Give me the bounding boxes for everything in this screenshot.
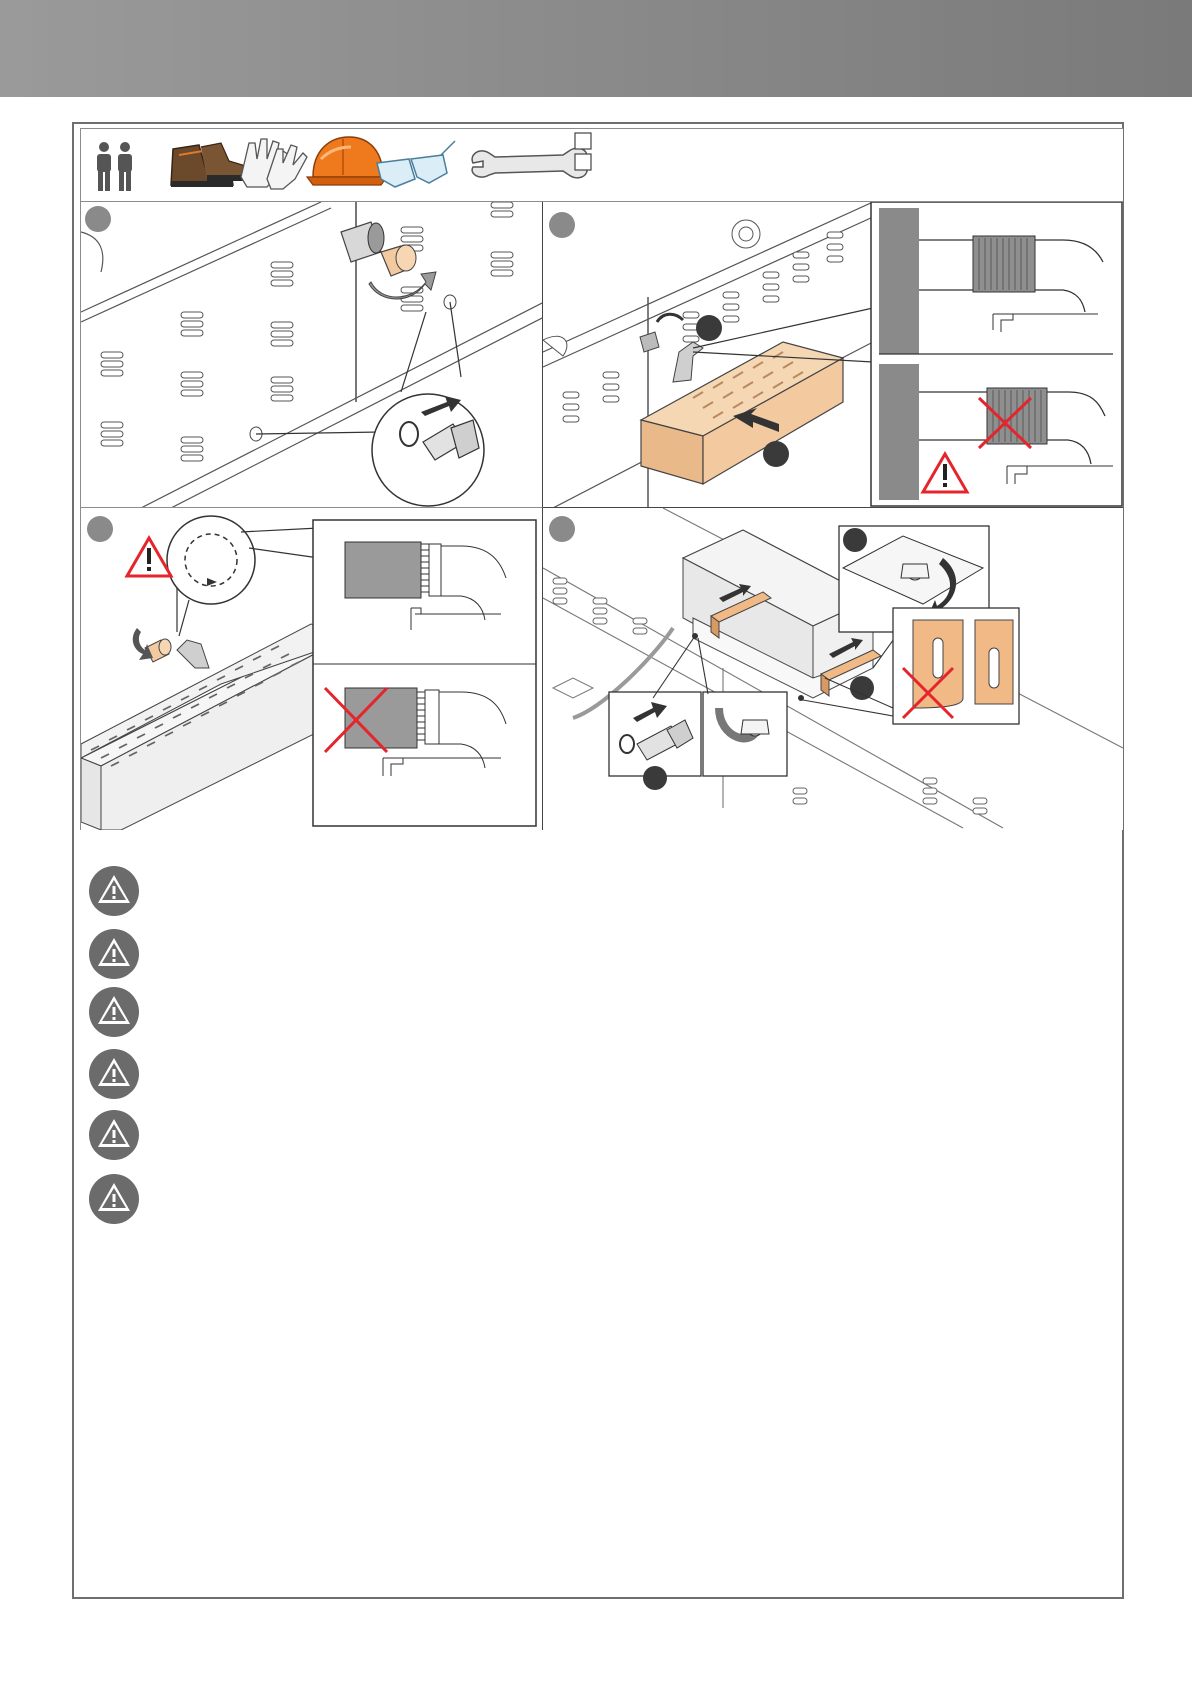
step-number-badge-3 <box>87 516 113 542</box>
slot-orientation-detail-box <box>893 608 1019 724</box>
thread-detail-box <box>313 520 536 826</box>
hard-hat-icon <box>307 137 387 185</box>
warning-triangle-icon <box>88 1048 140 1100</box>
step-sub-badge-c <box>643 766 667 790</box>
step-sub-badge-b <box>850 676 874 700</box>
warning-triangle-icon <box>88 1173 140 1225</box>
safety-glasses-icon <box>377 141 455 187</box>
step-panel-3 <box>80 508 543 830</box>
open-end-wrench-icon <box>472 148 587 178</box>
correct-slot-icon <box>975 620 1013 704</box>
warning-note <box>88 928 140 980</box>
coupling-detail-box <box>871 202 1122 506</box>
elbow-pipe-icon <box>177 640 209 668</box>
warning-triangle-icon <box>88 986 140 1038</box>
step-sub-badge-b <box>763 441 789 467</box>
work-gloves-icon <box>241 139 307 189</box>
rotate-arrow-icon <box>133 628 153 660</box>
tools-ppe-row <box>80 128 1123 202</box>
step-panel-4 <box>543 508 1123 830</box>
warning-note <box>88 986 140 1038</box>
step-number-badge-1 <box>85 206 111 232</box>
wrench-size-box-2 <box>575 154 591 170</box>
two-persons-icon <box>97 142 132 191</box>
rotate-arrow-icon <box>369 272 436 299</box>
pipe-cap-icon <box>381 245 416 276</box>
warning-note <box>88 1173 140 1225</box>
floor-marker-icon <box>553 678 593 698</box>
warning-note <box>88 1048 140 1100</box>
step-panel-2 <box>543 202 1123 508</box>
warning-triangle-icon <box>127 538 171 576</box>
warning-triangle-icon <box>88 865 140 917</box>
step-sub-badge-a <box>696 315 722 341</box>
wing-nut-inset <box>703 692 787 776</box>
safety-shoes-icon <box>171 143 251 187</box>
warning-triangle-icon <box>88 928 140 980</box>
step-panel-1 <box>80 202 543 508</box>
step-number-badge-4 <box>549 516 575 542</box>
wrench-size-box-1 <box>575 133 591 149</box>
pipe-fitting-icon <box>341 222 384 262</box>
bolt-washer-inset <box>609 692 701 776</box>
step-number-badge-2 <box>549 212 575 238</box>
page-header-band <box>0 0 1192 97</box>
warning-triangle-icon <box>88 1109 140 1161</box>
warning-note <box>88 865 140 917</box>
warning-note <box>88 1109 140 1161</box>
thread-detail-callout <box>167 516 255 604</box>
